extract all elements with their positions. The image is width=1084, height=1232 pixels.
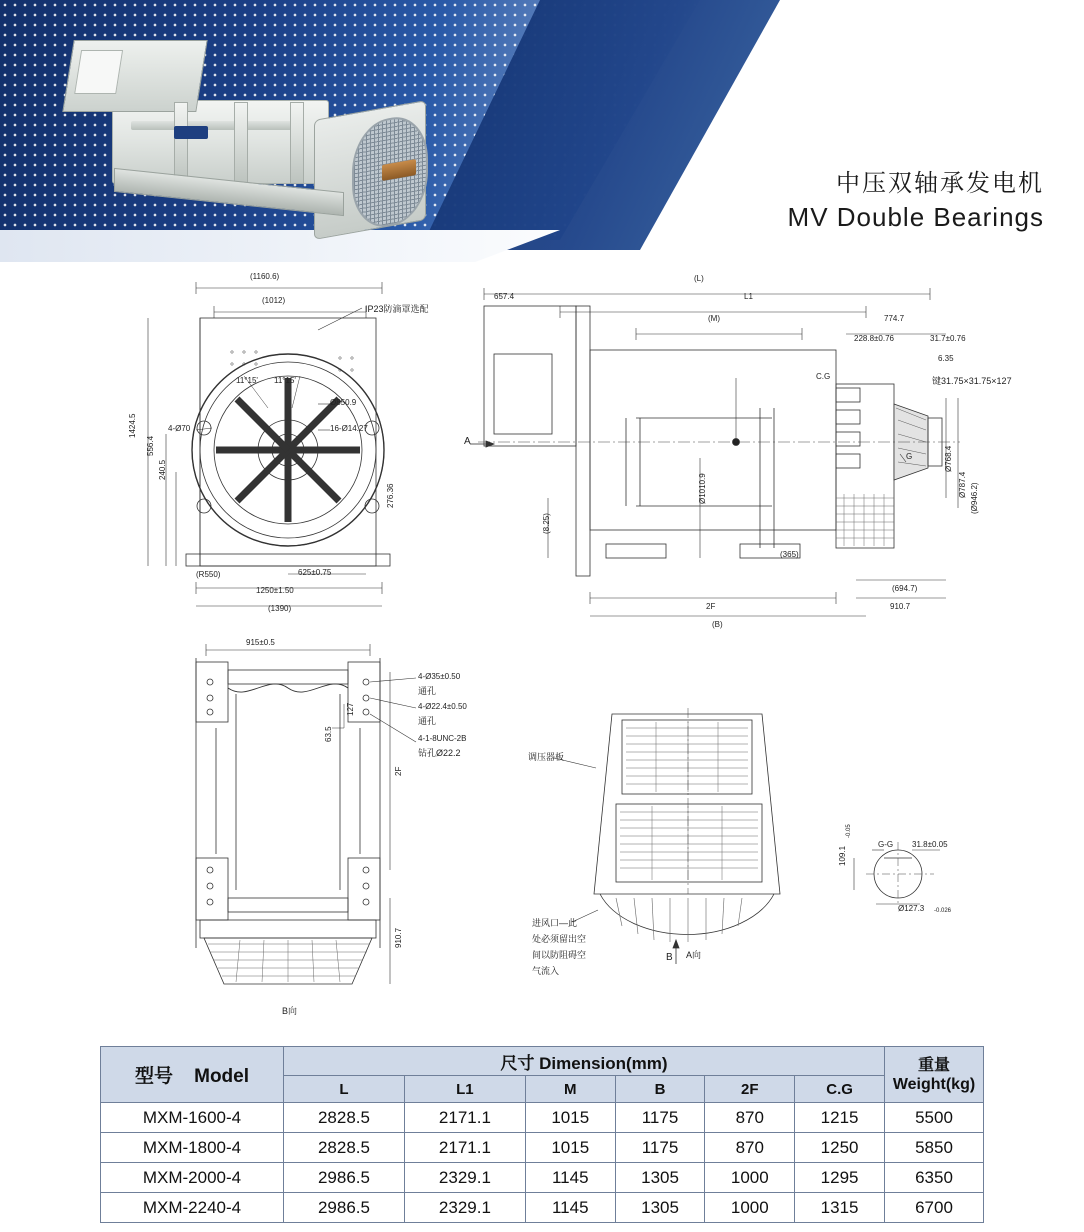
generator-rib (290, 102, 304, 184)
dim-label: 11°15' (236, 376, 258, 385)
dim-label: 4-1-8UNC-2B (418, 734, 467, 743)
dim-label: 1250±1.50 (256, 586, 294, 595)
table-body (101, 1103, 984, 1223)
dim-label: Ø127.3 (898, 904, 925, 913)
dim-label: IP23防滴罩选配 (365, 304, 429, 314)
page-title-cn: 中压双轴承发电机 (836, 170, 1044, 197)
dim-label: (Ø946.2) (970, 482, 979, 514)
dim-label: 4-Ø35±0.50 (418, 672, 461, 681)
dim-label: Ø850.9 (330, 398, 357, 407)
brand-logo (174, 126, 208, 139)
header-weight-cn: 重量 (917, 1056, 950, 1074)
callout-air-inlet-1: 进风口—此 (532, 918, 578, 928)
dim-label: 276.36 (386, 483, 395, 508)
cell-m: 1015 (525, 1133, 615, 1163)
view-label-a-direction: A向 (686, 950, 702, 960)
header-model-en: Model (194, 1066, 250, 1087)
header-col-b: B (615, 1076, 705, 1103)
table-row (101, 1193, 984, 1223)
callout-air-inlet-4: 气流入 (532, 966, 560, 976)
dim-label: 109.1 (838, 845, 847, 866)
header-col-2f: 2F (705, 1076, 795, 1103)
dim-label: (1390) (268, 604, 292, 613)
dim-label: (365) (780, 550, 799, 559)
cell-b: 1305 (615, 1163, 705, 1193)
dim-label: 4-Ø70 (168, 424, 191, 433)
cell-l1: 2329.1 (404, 1163, 525, 1193)
dim-label: 127 (346, 702, 355, 716)
cell-2f: 1000 (705, 1193, 795, 1223)
detail-label-gg: G-G (878, 840, 894, 849)
dim-label: 钻孔Ø22.2 (418, 748, 461, 758)
callout-regulator-panel: 调压器板 (528, 752, 565, 762)
generator-rib (234, 102, 248, 184)
cell-l: 2828.5 (284, 1103, 405, 1133)
specification-table (100, 1046, 984, 1223)
dim-label: 774.7 (884, 314, 905, 323)
dim-label: (L) (694, 274, 704, 283)
dim-label: 31.8±0.05 (912, 840, 948, 849)
cell-l1: 2171.1 (404, 1133, 525, 1163)
header-col-l: L (284, 1076, 405, 1103)
dim-label: 4-Ø22.4±0.50 (418, 702, 467, 711)
header-model (101, 1047, 284, 1103)
dim-label: Ø787.4 (958, 471, 967, 498)
header-col-m: M (525, 1076, 615, 1103)
dim-label: (1160.6) (250, 272, 280, 281)
header-col-l1: L1 (404, 1076, 525, 1103)
dim-label: 31.7±0.76 (930, 334, 966, 343)
dim-label: (R550) (196, 570, 221, 579)
header-col-cg: C.G (795, 1076, 885, 1103)
header-banner (0, 0, 1084, 262)
dim-label: 228.8±0.76 (854, 334, 894, 343)
header-model-cn: 型号 (134, 1066, 173, 1087)
dim-label: L1 (744, 292, 753, 301)
cell-weight: 6700 (885, 1193, 984, 1223)
header-weight (885, 1047, 984, 1103)
dim-label: 2F (706, 602, 716, 611)
dim-label: C.G (816, 372, 831, 381)
cell-cg: 1315 (795, 1193, 885, 1223)
table-row (101, 1133, 984, 1163)
dim-label: 63.5 (324, 726, 333, 742)
header-dimension (284, 1047, 885, 1076)
cell-m: 1145 (525, 1163, 615, 1193)
table-head (101, 1047, 984, 1103)
header-dimension-en: Dimension(mm) (539, 1053, 668, 1073)
dim-label: (1012) (262, 296, 286, 305)
dim-label: Ø1010.9 (698, 473, 707, 504)
cell-cg: 1250 (795, 1133, 885, 1163)
cell-l1: 2171.1 (404, 1103, 525, 1133)
dim-label: 240.5 (158, 459, 167, 480)
header-weight-en: Weight(kg) (892, 1075, 976, 1093)
callout-air-inlet-3: 间以防阻碍空 (532, 950, 587, 960)
dim-label: 通孔 (418, 716, 437, 726)
cell-model: MXM-1600-4 (101, 1103, 284, 1133)
cell-m: 1145 (525, 1193, 615, 1223)
dim-label: 16-Ø14.27 (330, 424, 368, 433)
table-header-row-1 (101, 1047, 984, 1076)
table-row (101, 1163, 984, 1193)
cell-weight: 5500 (885, 1103, 984, 1133)
page-title-en: MV Double Bearings (787, 202, 1044, 232)
dim-label: (M) (708, 314, 720, 323)
dim-label: 556.4 (146, 435, 155, 456)
dim-label: 键31.75×31.75×127 (932, 376, 1012, 386)
cell-model: MXM-1800-4 (101, 1133, 284, 1163)
cell-l: 2986.5 (284, 1193, 405, 1223)
cell-l1: 2329.1 (404, 1193, 525, 1223)
title-block (788, 168, 1044, 234)
cell-model: MXM-2240-4 (101, 1193, 284, 1223)
cell-l: 2986.5 (284, 1163, 405, 1193)
header-dimension-cn: 尺寸 (500, 1053, 535, 1073)
callout-air-inlet-2: 处必须留出空 (532, 934, 587, 944)
section-label-a: A (464, 436, 471, 447)
cell-2f: 1000 (705, 1163, 795, 1193)
specification-table-wrapper (100, 1046, 984, 1223)
section-label-g: G (906, 452, 913, 461)
cell-b: 1175 (615, 1103, 705, 1133)
generator-product-image (52, 22, 472, 237)
dim-label: 1424.5 (128, 413, 137, 438)
cell-weight: 6350 (885, 1163, 984, 1193)
dim-label: 6.35 (938, 354, 954, 363)
view-label-b2: B (666, 952, 673, 963)
dim-label: (B) (712, 620, 723, 629)
dim-label: 910.7 (394, 927, 403, 948)
generator-rib (174, 102, 188, 184)
view-label-b: B向 (282, 1006, 298, 1016)
cell-cg: 1215 (795, 1103, 885, 1133)
cell-2f: 870 (705, 1133, 795, 1163)
dim-label: (694.7) (892, 584, 918, 593)
cell-2f: 870 (705, 1103, 795, 1133)
dim-label: (8.25) (542, 513, 551, 534)
cell-model: MXM-2000-4 (101, 1163, 284, 1193)
dim-label: 通孔 (418, 686, 437, 696)
cell-l: 2828.5 (284, 1133, 405, 1163)
cell-b: 1175 (615, 1133, 705, 1163)
cell-cg: 1295 (795, 1163, 885, 1193)
cell-b: 1305 (615, 1193, 705, 1223)
cell-m: 1015 (525, 1103, 615, 1133)
dim-label: -0.05 (846, 824, 852, 838)
dim-label: 910.7 (890, 602, 911, 611)
dim-label: 11°15' (274, 376, 296, 385)
dim-label: 625±0.75 (298, 568, 332, 577)
cell-weight: 5850 (885, 1133, 984, 1163)
dim-label: -0.026 (934, 908, 952, 914)
technical-drawings (0, 258, 1084, 1038)
dim-label: 657.4 (494, 292, 515, 301)
table-row (101, 1103, 984, 1133)
dim-label: Ø768.4 (944, 445, 953, 472)
dim-label: 915±0.5 (246, 638, 275, 647)
dim-label: 2F (394, 766, 403, 776)
